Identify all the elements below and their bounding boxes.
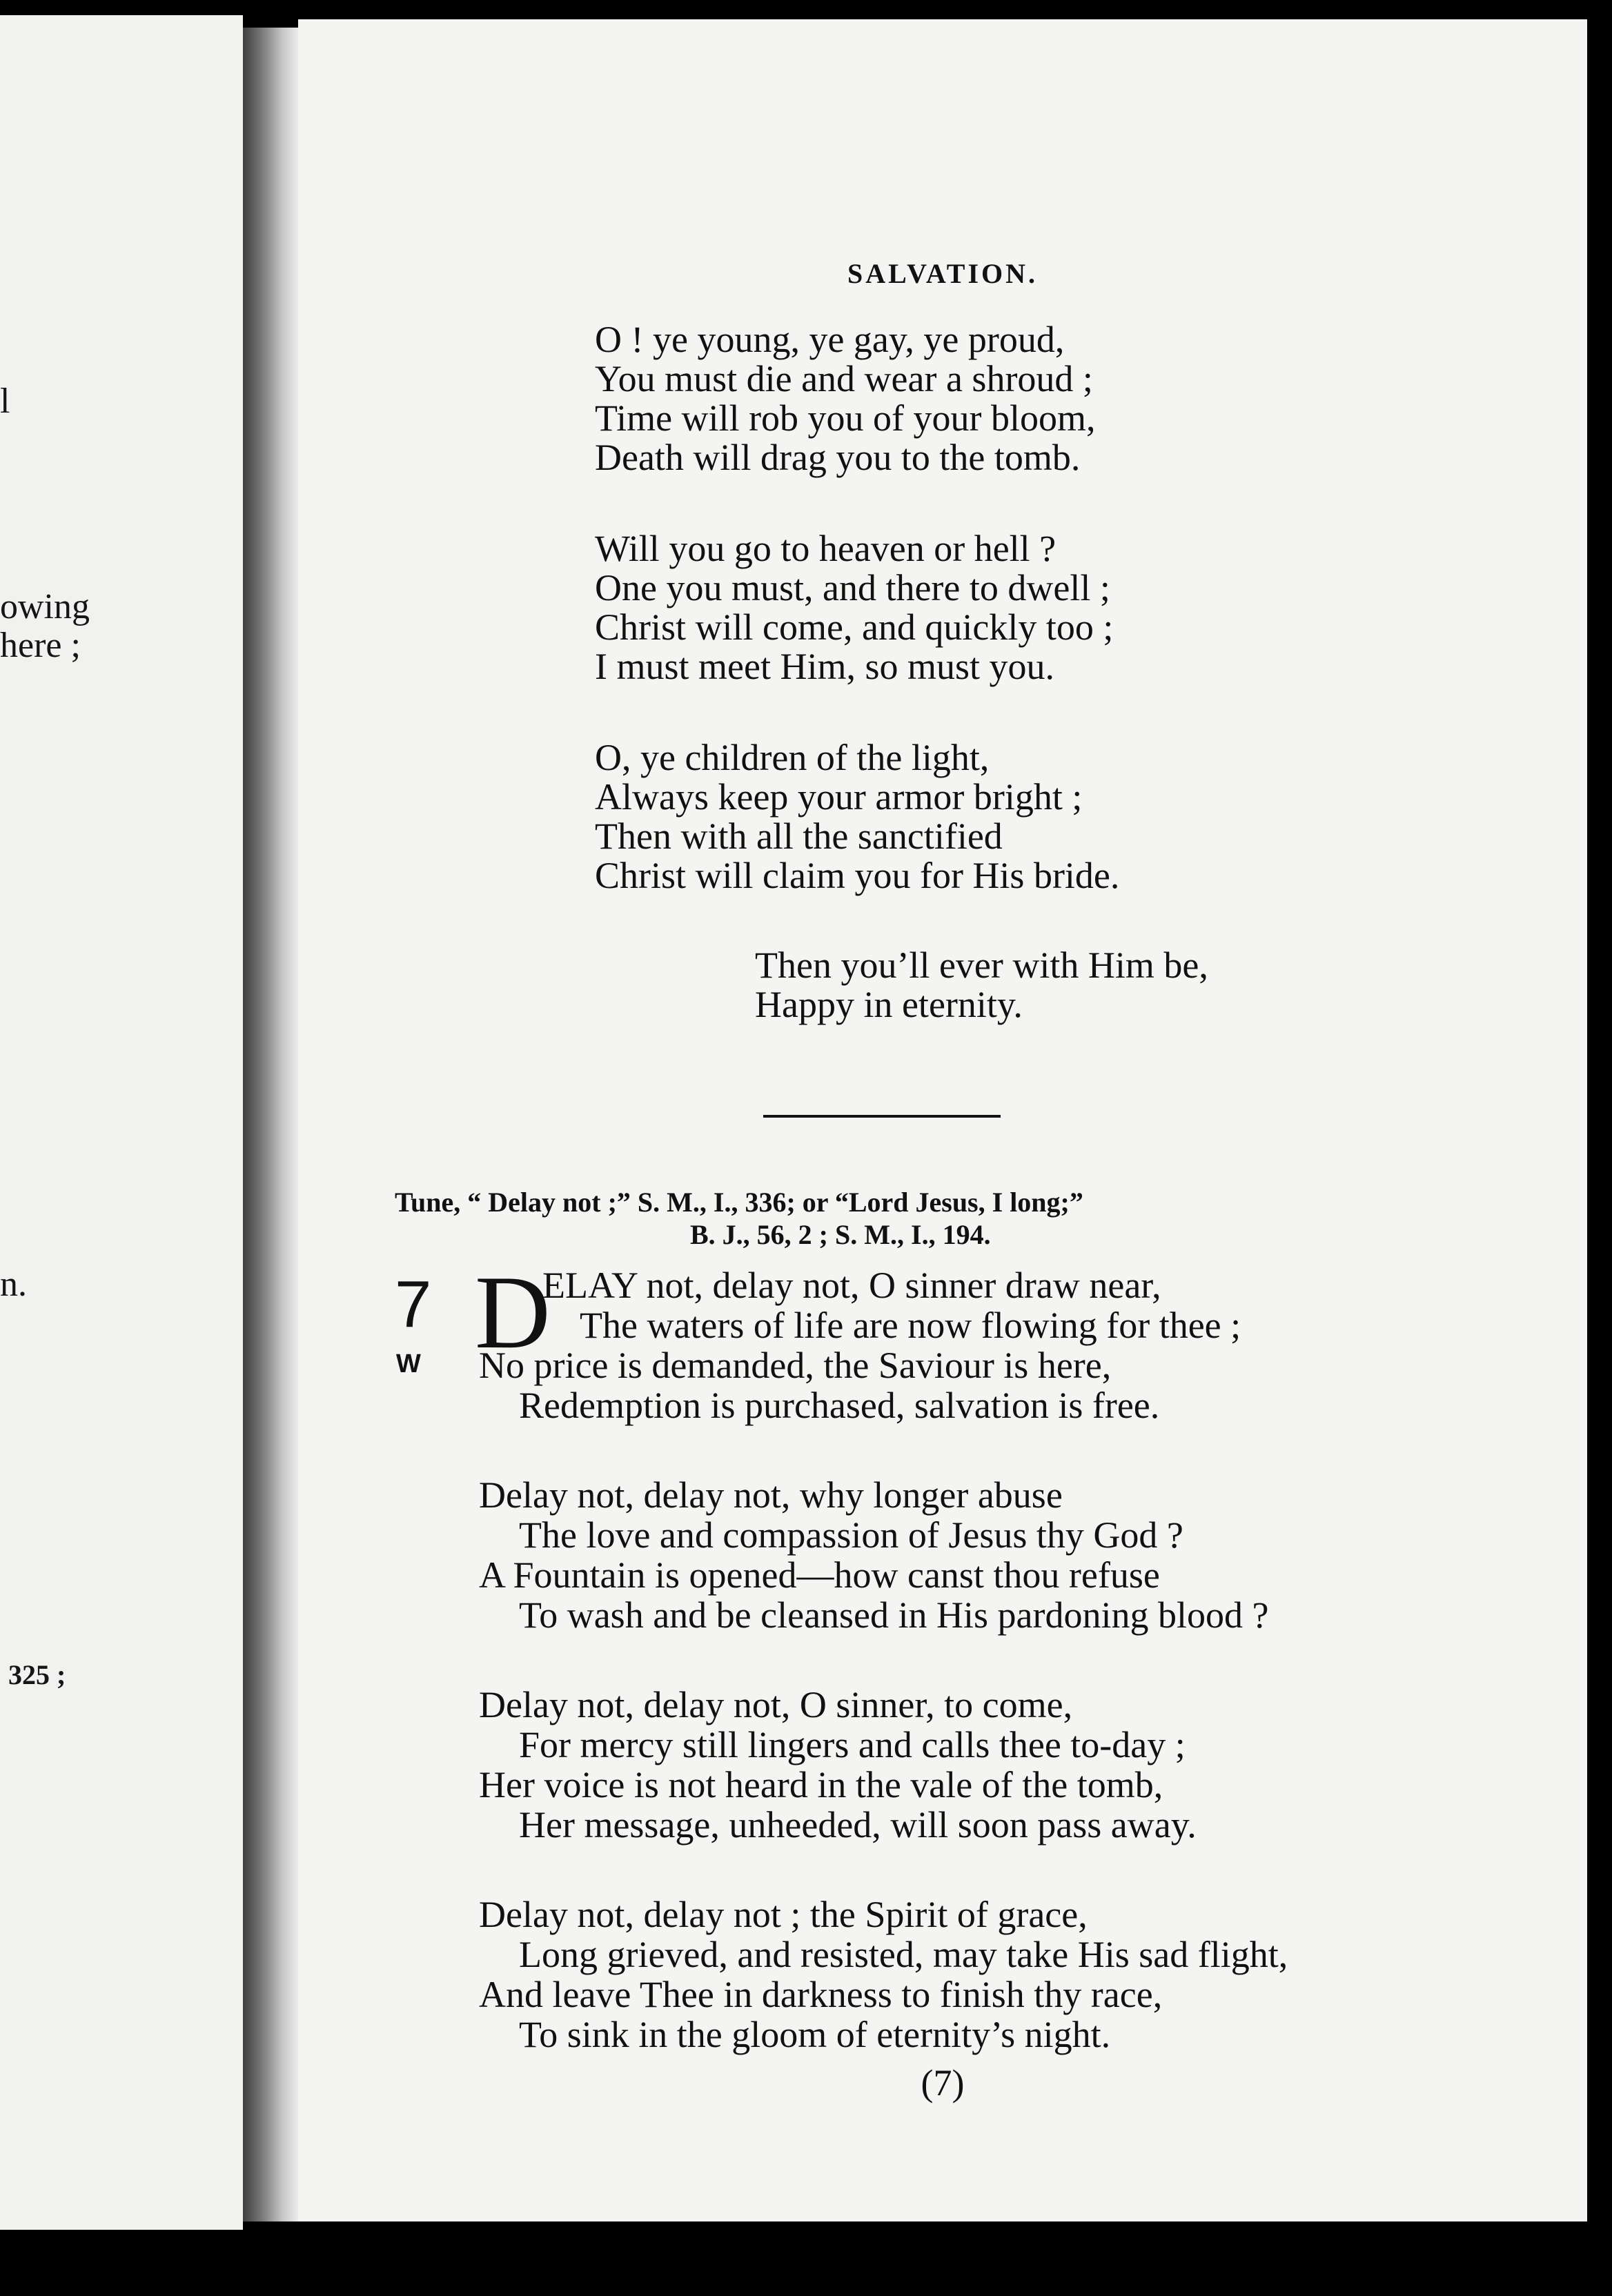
poem-line: O, ye children of the light, bbox=[595, 737, 990, 778]
hymn-line: A Fountain is opened—how canst thou refuse bbox=[479, 1554, 1160, 1596]
hymn-line: The love and compassion of Jesus thy God ? bbox=[519, 1514, 1183, 1556]
hymn-mark: W bbox=[396, 1349, 421, 1378]
hymn-line: To wash and be cleansed in His pardoning blood ? bbox=[519, 1594, 1269, 1636]
left-page bbox=[0, 15, 243, 2230]
hymn-line: For mercy still lingers and calls thee to-day ; bbox=[519, 1724, 1186, 1765]
book-gutter bbox=[243, 28, 298, 2221]
tune-reference: B. J., 56, 2 ; S. M., I., 194. bbox=[690, 1219, 991, 1250]
hymn-number: 7 bbox=[395, 1267, 432, 1341]
poem-line: Death will drag you to the tomb. bbox=[595, 437, 1081, 478]
hymn-line: And leave Thee in darkness to finish thy race, bbox=[479, 1974, 1163, 2015]
hymn-line: To sink in the gloom of eternity’s night. bbox=[519, 2014, 1111, 2055]
hymn-line: Delay not, delay not, why longer abuse bbox=[479, 1474, 1063, 1516]
page-number: (7) bbox=[921, 2062, 965, 2104]
left-page-fragment: l bbox=[0, 382, 10, 421]
left-page-fragment: here ; bbox=[0, 626, 81, 665]
refrain-line: Happy in eternity. bbox=[755, 984, 1023, 1025]
left-page-fragment: n. bbox=[0, 1265, 27, 1304]
poem-line: You must die and wear a shroud ; bbox=[595, 358, 1093, 399]
poem-line: Then with all the sanctified bbox=[595, 815, 1003, 857]
poem-line: One you must, and there to dwell ; bbox=[595, 567, 1110, 608]
poem-line: Christ will claim you for His bride. bbox=[595, 855, 1120, 896]
hymn-line: Delay not, delay not, O sinner, to come, bbox=[479, 1684, 1073, 1725]
hymn-line: Long grieved, and resisted, may take His sad flight, bbox=[519, 1934, 1288, 1975]
hymn-line: Her voice is not heard in the vale of the tomb, bbox=[479, 1764, 1163, 1805]
right-page bbox=[298, 19, 1587, 2221]
page-heading: SALVATION. bbox=[847, 258, 1039, 289]
page-content bbox=[298, 19, 1587, 2221]
poem-line: Time will rob you of your bloom, bbox=[595, 397, 1096, 439]
left-page-fragment: 325 ; bbox=[8, 1659, 66, 1690]
drop-cap: D bbox=[475, 1254, 551, 1370]
left-page-fragment: owing bbox=[0, 587, 90, 626]
tune-reference: Tune, “ Delay not ;” S. M., I., 336; or “Lord Jesus, I long;” bbox=[395, 1187, 1083, 1218]
poem-line: Will you go to heaven or hell ? bbox=[595, 528, 1056, 569]
hymn-line: Delay not, delay not ; the Spirit of grace, bbox=[479, 1894, 1088, 1935]
refrain-line: Then you’ll ever with Him be, bbox=[755, 944, 1208, 986]
hymn-line: ELAY not, delay not, O sinner draw near, bbox=[542, 1265, 1161, 1306]
hymn-line: The waters of life are now flowing for thee ; bbox=[580, 1305, 1241, 1346]
section-divider bbox=[763, 1115, 1001, 1118]
hymn-line: Her message, unheeded, will soon pass away. bbox=[519, 1804, 1197, 1845]
hymn-line: Redemption is purchased, salvation is free. bbox=[519, 1385, 1160, 1426]
poem-line: I must meet Him, so must you. bbox=[595, 646, 1054, 687]
hymn-line: No price is demanded, the Saviour is here, bbox=[479, 1345, 1112, 1386]
poem-line: O ! ye young, ye gay, ye proud, bbox=[595, 319, 1065, 360]
poem-line: Always keep your armor bright ; bbox=[595, 776, 1083, 818]
poem-line: Christ will come, and quickly too ; bbox=[595, 606, 1114, 648]
